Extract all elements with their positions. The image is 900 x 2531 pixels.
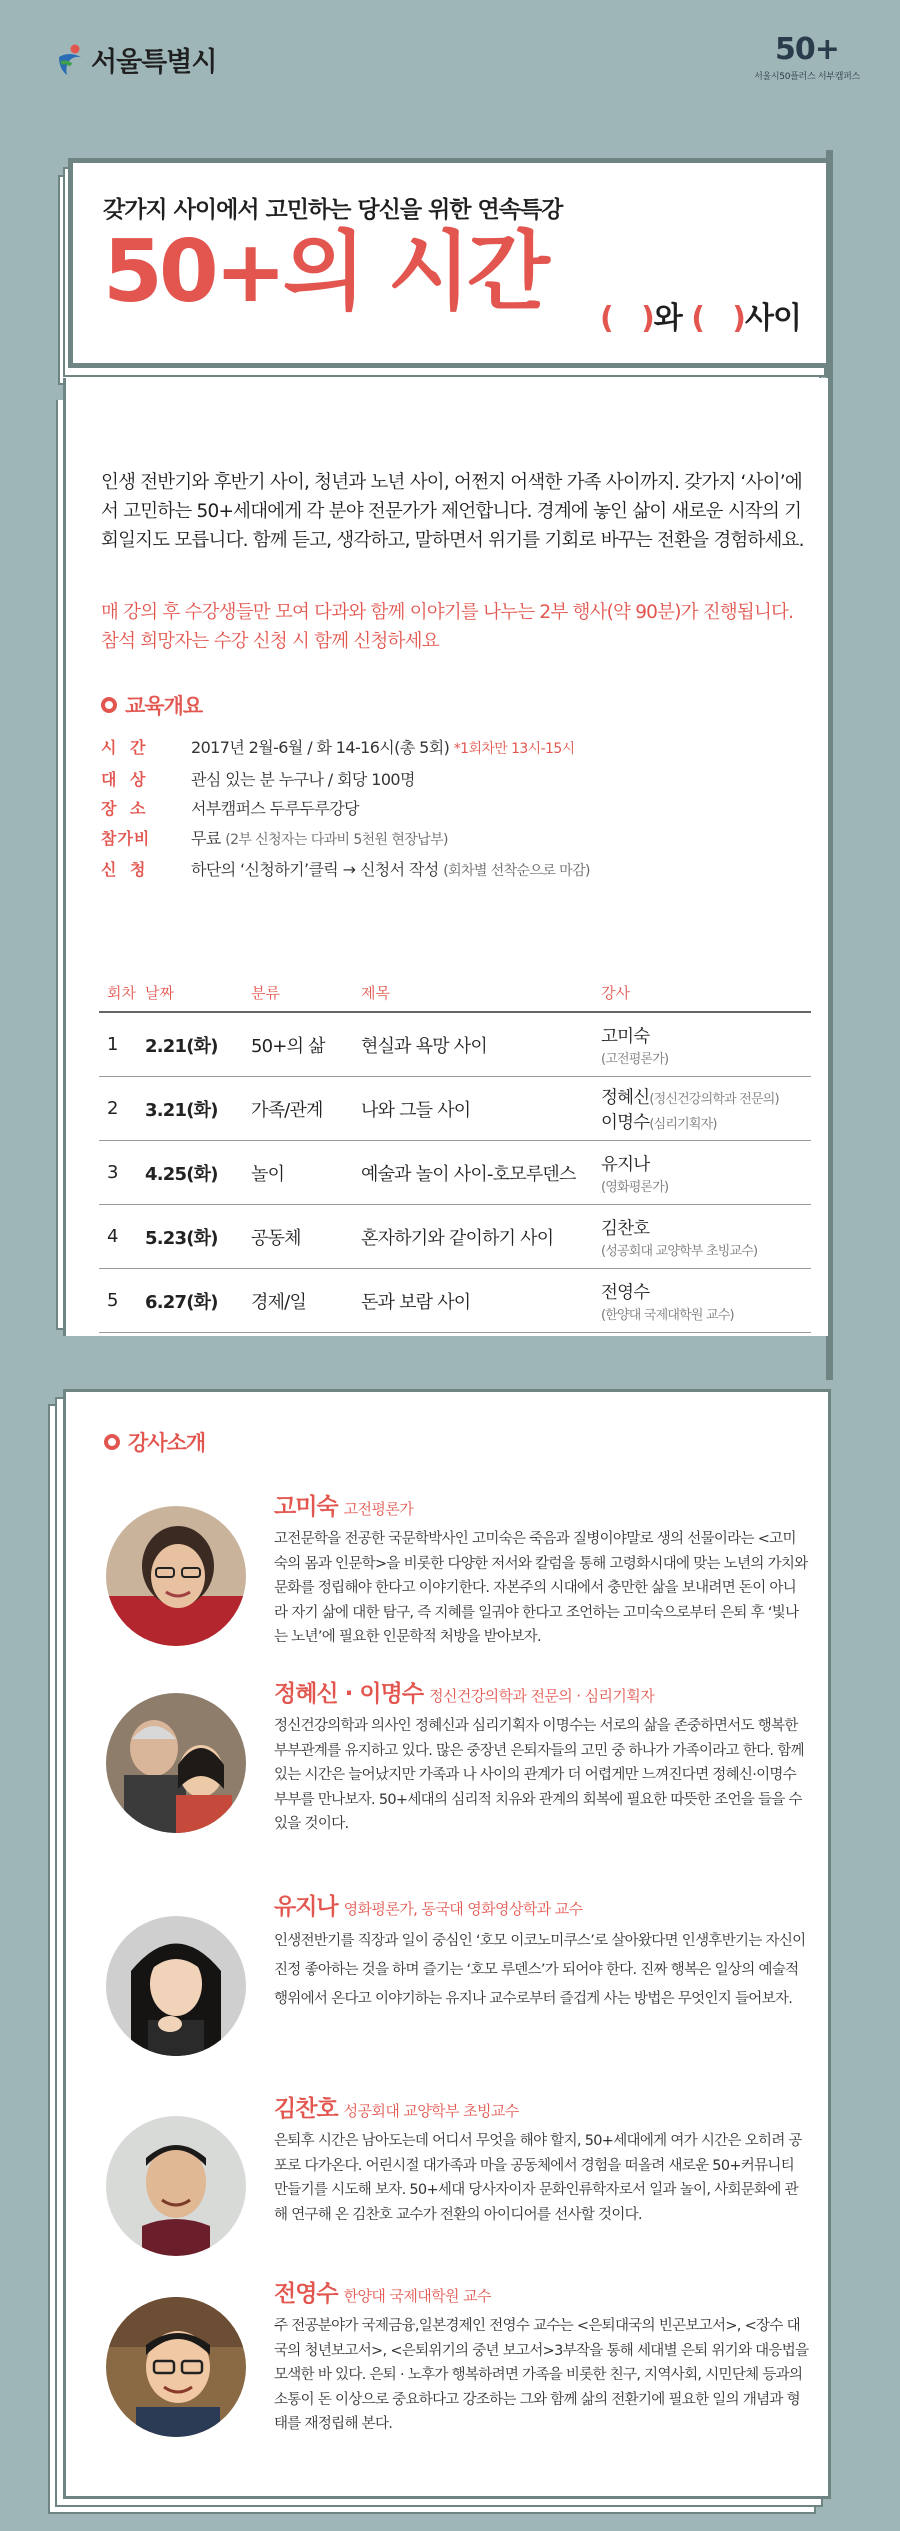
title-card [68, 158, 831, 368]
overview-heading: 교육개요 [101, 690, 202, 720]
main-title: 50+의 시간 [103, 222, 546, 322]
overview-list [101, 733, 811, 887]
instructor-photo [106, 1693, 246, 1833]
50plus-logo [742, 32, 872, 82]
instructor-photo [106, 1916, 246, 2056]
seoul-logo-text: 서울특별시 [91, 47, 217, 78]
50plus-logo-mark: 50+ [775, 32, 839, 67]
table-row: 5 6.27(화) 경제/일 돈과 보람 사이 전영수 (한양대 국제대학원 교수) [99, 1269, 811, 1333]
overview-row-fee: 참가비 무료 (2부 신청자는 다과비 5천원 현장납부) [101, 828, 448, 848]
seoul-logo [55, 40, 216, 79]
circle-bullet-icon [104, 1434, 120, 1450]
schedule-header: 회차 날짜 분류 제목 강사 [99, 973, 811, 1013]
instructor-desc: 고전문학을 전공한 국문학박사인 고미숙은 죽음과 질병이야말로 생의 선물이라는 <고미숙의 몸과 인문학>을 비롯한 다양한 저서와 칼럼을 통해 고령화시대에 맞는 노년의 가치와 문화를 정립해야 한다고 이야기한다. 자본주의 시대에서 충만한 삶을 보내려면 돈이 아니라 자기 삶에 대한 탐구, 즉 지혜를 일궈야 한다고 조언하는 고미숙으로부터 은퇴 후 ‘빛나는 노년’에 필요한 인문학적 처방을 받아보자. [274, 1531, 808, 1645]
overview-row-time: 시 간 2017년 2월-6월 / 화 14-16시(총 5회) *1회차만 13시-15시 [101, 738, 575, 757]
instructor-title: 한양대 국제대학원 교수 [343, 2287, 491, 2305]
instructor-name: 전영수 [274, 2281, 338, 2307]
50plus-logo-sub: 서울시50플러스 서부캠퍼스 [754, 72, 860, 82]
instructor-photo [106, 1506, 246, 1646]
seoul-mark-icon [55, 43, 85, 77]
title-parenthetical: ( )와 ( )사이 [600, 301, 801, 336]
instructor-photo [106, 2297, 246, 2437]
instructor-desc: 주 전공분야가 국제금융,일본경제인 전영수 교수는 <은퇴대국의 빈곤보고서>, <장수 대국의 청년보고서>, <은퇴위기의 중년 보고서>3부작을 통해 세대별 은퇴 위기와 대응법을 모색한 바 있다. 은퇴 · 노후가 행복하려면 가족을 비롯한 친구, 지역사회, 시민단체 등과의 소통이 돈 이상으로 중요하다고 강조하는 그와 함께 삶의 전환기에 필요한 일의 개념과 형태를 재정립해 본다. [274, 2318, 809, 2432]
instructor-desc: 은퇴후 시간은 남아도는데 어디서 무엇을 해야 할지, 50+세대에게 여가 시간은 오히려 공포로 다가온다. 어린시절 대가족과 마을 공동체에서 경험을 떠올려 새로운 50+커뮤니티 만들기를 시도해 보자. 50+세대 당사자이자 문화인류학자로서 일과 놀이, 사회문화에 관해 연구해 온 김찬호 교수가 전환의 아이디어를 선사할 것이다. [274, 2133, 802, 2223]
circle-bullet-icon [101, 697, 117, 713]
overview-row-apply: 신 청 하단의 ‘신청하기’클릭 → 신청서 작성 (회차별 선착순으로 마감) [101, 860, 590, 879]
instructor-name: 유지나 [274, 1894, 338, 1920]
table-row: 3 4.25(화) 놀이 예술과 놀이 사이-호모루덴스 유지나 (영화평론가) [99, 1141, 811, 1205]
instructor-desc: 정신건강의학과 의사인 정혜신과 심리기획자 이명수는 서로의 삶을 존중하면서도 행복한 부부관계를 유지하고 있다. 많은 중장년 은퇴자들의 고민 중 하나가 가족이라고 한다. 함께 있는 시간은 늘어났지만 가족과 나 사이의 관계가 더 어렵게만 느껴진다면 정혜신·이명수 부부를 만나보자. 50+세대의 심리적 치유와 관계의 회복에 필요한 따뜻한 조언을 들을 수 있을 것이다. [274, 1718, 804, 1832]
instructor-desc: 인생전반기를 직장과 일이 중심인 ‘호모 이코노미쿠스’로 살아왔다면 인생후반기는 자신이 진정 좋아하는 것을 하며 즐기는 ‘호모 루덴스’가 되어야 한다. 진짜 행복은 일상의 예술적 행위에서 온다고 이야기하는 유지나 교수로부터 즐겁게 사는 방법은 무엇인지 들어보자. [274, 1933, 806, 2007]
table-row: 4 5.23(화) 공동체 혼자하기와 같이하기 사이 김찬호 (성공회대 교양학부 초빙교수) [99, 1205, 811, 1269]
table-row: 2 3.21(화) 가족/관계 나와 그들 사이 정혜신(정신건강의학과 전문의) 이명수(심리기획자) [99, 1077, 811, 1141]
instructor-title: 정신건강의학과 전문의 · 심리기획자 [429, 1687, 655, 1705]
instructor-photo [106, 2116, 246, 2256]
instructor-name: 정혜신 · 이명수 [274, 1681, 424, 1707]
instructors-panel [63, 1389, 831, 2499]
subtitle: 갖가지 사이에서 고민하는 당신을 위한 연속특강 [103, 197, 563, 223]
instructor-title: 고전평론가 [343, 1500, 414, 1518]
instructor-name: 김찬호 [274, 2096, 338, 2122]
table-row: 1 2.21(화) 50+의 삶 현실과 욕망 사이 고미숙 (고전평론가) [99, 1013, 811, 1077]
instructors-heading: 강사소개 [104, 1427, 205, 1457]
instructor-title: 영화평론가, 동국대 영화영상학과 교수 [343, 1900, 583, 1918]
instructor-name: 고미숙 [274, 1494, 338, 1520]
instructor-title: 성공회대 교양학부 초빙교수 [343, 2102, 519, 2120]
intro-paragraph: 인생 전반기와 후반기 사이, 청년과 노년 사이, 어쩐지 어색한 가족 사이까지. 갖가지 ‘사이’에서 고민하는 50+세대에게 각 분야 전문가가 제언합니다. 경계에 놓인 삶이 새로운 시작의 기회일지도 모릅니다. 함께 듣고, 생각하고, 말하면서 위기를 기회로 바꾸는 전환을 경험하세요. [101, 472, 804, 551]
intro-notice: 매 강의 후 수강생들만 모여 다과와 함께 이야기를 나누는 2부 행사(약 90분)가 진행됩니다. 참석 희망자는 수강 신청 시 함께 신청하세요 [101, 602, 794, 652]
overview-row-target: 대 상 관심 있는 분 누구나 / 회당 100명 [101, 769, 415, 789]
schedule-table [99, 973, 811, 1333]
content-panel [63, 378, 828, 1336]
overview-row-place: 장 소 서부캠퍼스 두루두루강당 [101, 799, 359, 818]
